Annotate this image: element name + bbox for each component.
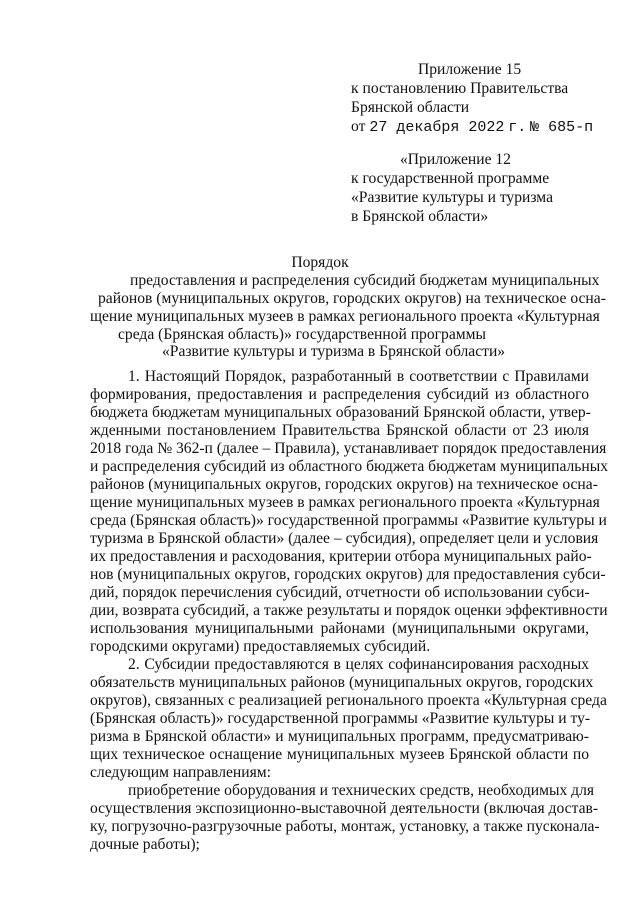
heading-line: щение муниципальных музеев в рамках регионального проекта «Культурная: [90, 308, 600, 325]
heading-line: районов (муниципальных округов, городских округов) на техническое осна-: [98, 290, 606, 307]
paragraph-line: щение муниципальных музеев в рамках регионального проекта «Культурная: [90, 494, 600, 511]
paragraph-line: дии, возврата субсидий, а также результаты и порядок оценки эффективности: [90, 602, 608, 619]
paragraph-line: использования муниципальными районами (муниципальными округами,: [90, 620, 589, 637]
heading-line: предоставления и распределения субсидий бюджетам муниципальных: [130, 272, 600, 289]
paragraph-line: их предоставления и расходования, критерии отбора муниципальных райо-: [90, 548, 592, 565]
paragraph-line: обязательств муниципальных районов (муниципальных округов, городских: [90, 674, 594, 691]
paragraph-line: жденными постановлением Правительства Брянской области от 23 июля: [90, 422, 589, 439]
appendix-12-line-3: в Брянской области»: [351, 208, 489, 225]
paragraph-line: 2. Субсидии предоставляются в целях софинансирования расходных: [128, 656, 589, 673]
appendix-12-line-2: «Развитие культуры и туризма: [351, 189, 553, 206]
paragraph-line: дий, порядок перечисления субсидий, отчетности об использовании субси-: [90, 584, 590, 601]
paragraph-line: 2018 года № 362-п (далее – Правила), устанавливает порядок предоставления: [90, 440, 607, 457]
paragraph-line: районов (муниципальных округов, городских округов) на техническое осна-: [90, 476, 598, 493]
paragraph-line: нов (муниципальных округов, городских округов) для предоставления субси-: [90, 566, 606, 583]
decree-number: № 685-п: [530, 119, 594, 136]
paragraph-line: дочные работы);: [90, 836, 200, 853]
appendix-12-title: «Приложение 12: [400, 151, 511, 168]
paragraph-line: среда (Брянская область)» государственной программы «Развитие культуры и: [90, 512, 607, 529]
paragraph-line: щих техническое оснащение муниципальных музеев Брянской области по: [90, 746, 589, 763]
heading-line: «Развитие культуры и туризма в Брянской области»: [162, 343, 506, 360]
appendix-15-date-line: [351, 118, 593, 137]
paragraph-line: следующим направлениям:: [90, 764, 271, 781]
paragraph-line: приобретение оборудования и технических средств, необходимых для: [128, 782, 595, 799]
year-suffix: г.: [508, 119, 527, 136]
paragraph-line: (Брянская область)» государственной программы «Развитие культуры и ту-: [90, 710, 591, 727]
paragraph-line: бюджета бюджетам муниципальных образований Брянской области, утвер-: [90, 404, 591, 421]
heading-title: Порядок: [291, 254, 349, 271]
paragraph-line: округов), связанных с реализацией регионального проекта «Культурная среда: [90, 692, 607, 709]
paragraph-line: формирования, предоставления и распределения субсидий из областного: [90, 386, 589, 403]
paragraph-line: осуществления экспозиционно-выставочной деятельности (включая достав-: [90, 800, 599, 817]
paragraph-line: 1. Настоящий Порядок, разработанный в соответствии с Правилами: [128, 368, 589, 385]
paragraph-line: туризма в Брянской области» (далее – субсидия), определяет цели и условия: [90, 530, 599, 547]
heading-line: среда (Брянская область)» государственной программы: [118, 326, 486, 343]
paragraph-line: ризма в Брянской области» и муниципальных программ, предусматриваю-: [90, 728, 589, 745]
paragraph-line: городскими округами) предоставляемых субсидий.: [90, 638, 431, 655]
paragraph-line: ку, погрузочно-разгрузочные работы, монтаж, установку, а также пусконала-: [90, 818, 600, 835]
appendix-15-line-2: Брянской области: [351, 99, 470, 116]
appendix-12-line-1: к государственной программе: [351, 170, 550, 187]
decree-date: 27 декабря 2022: [369, 119, 505, 136]
appendix-15-title: Приложение 15: [418, 61, 522, 78]
paragraph-line: и распределения субсидий из областного бюджета бюджетам муниципальных: [90, 458, 609, 475]
from-prefix: от: [351, 118, 366, 135]
appendix-15-line-1: к постановлению Правительства: [351, 80, 569, 97]
